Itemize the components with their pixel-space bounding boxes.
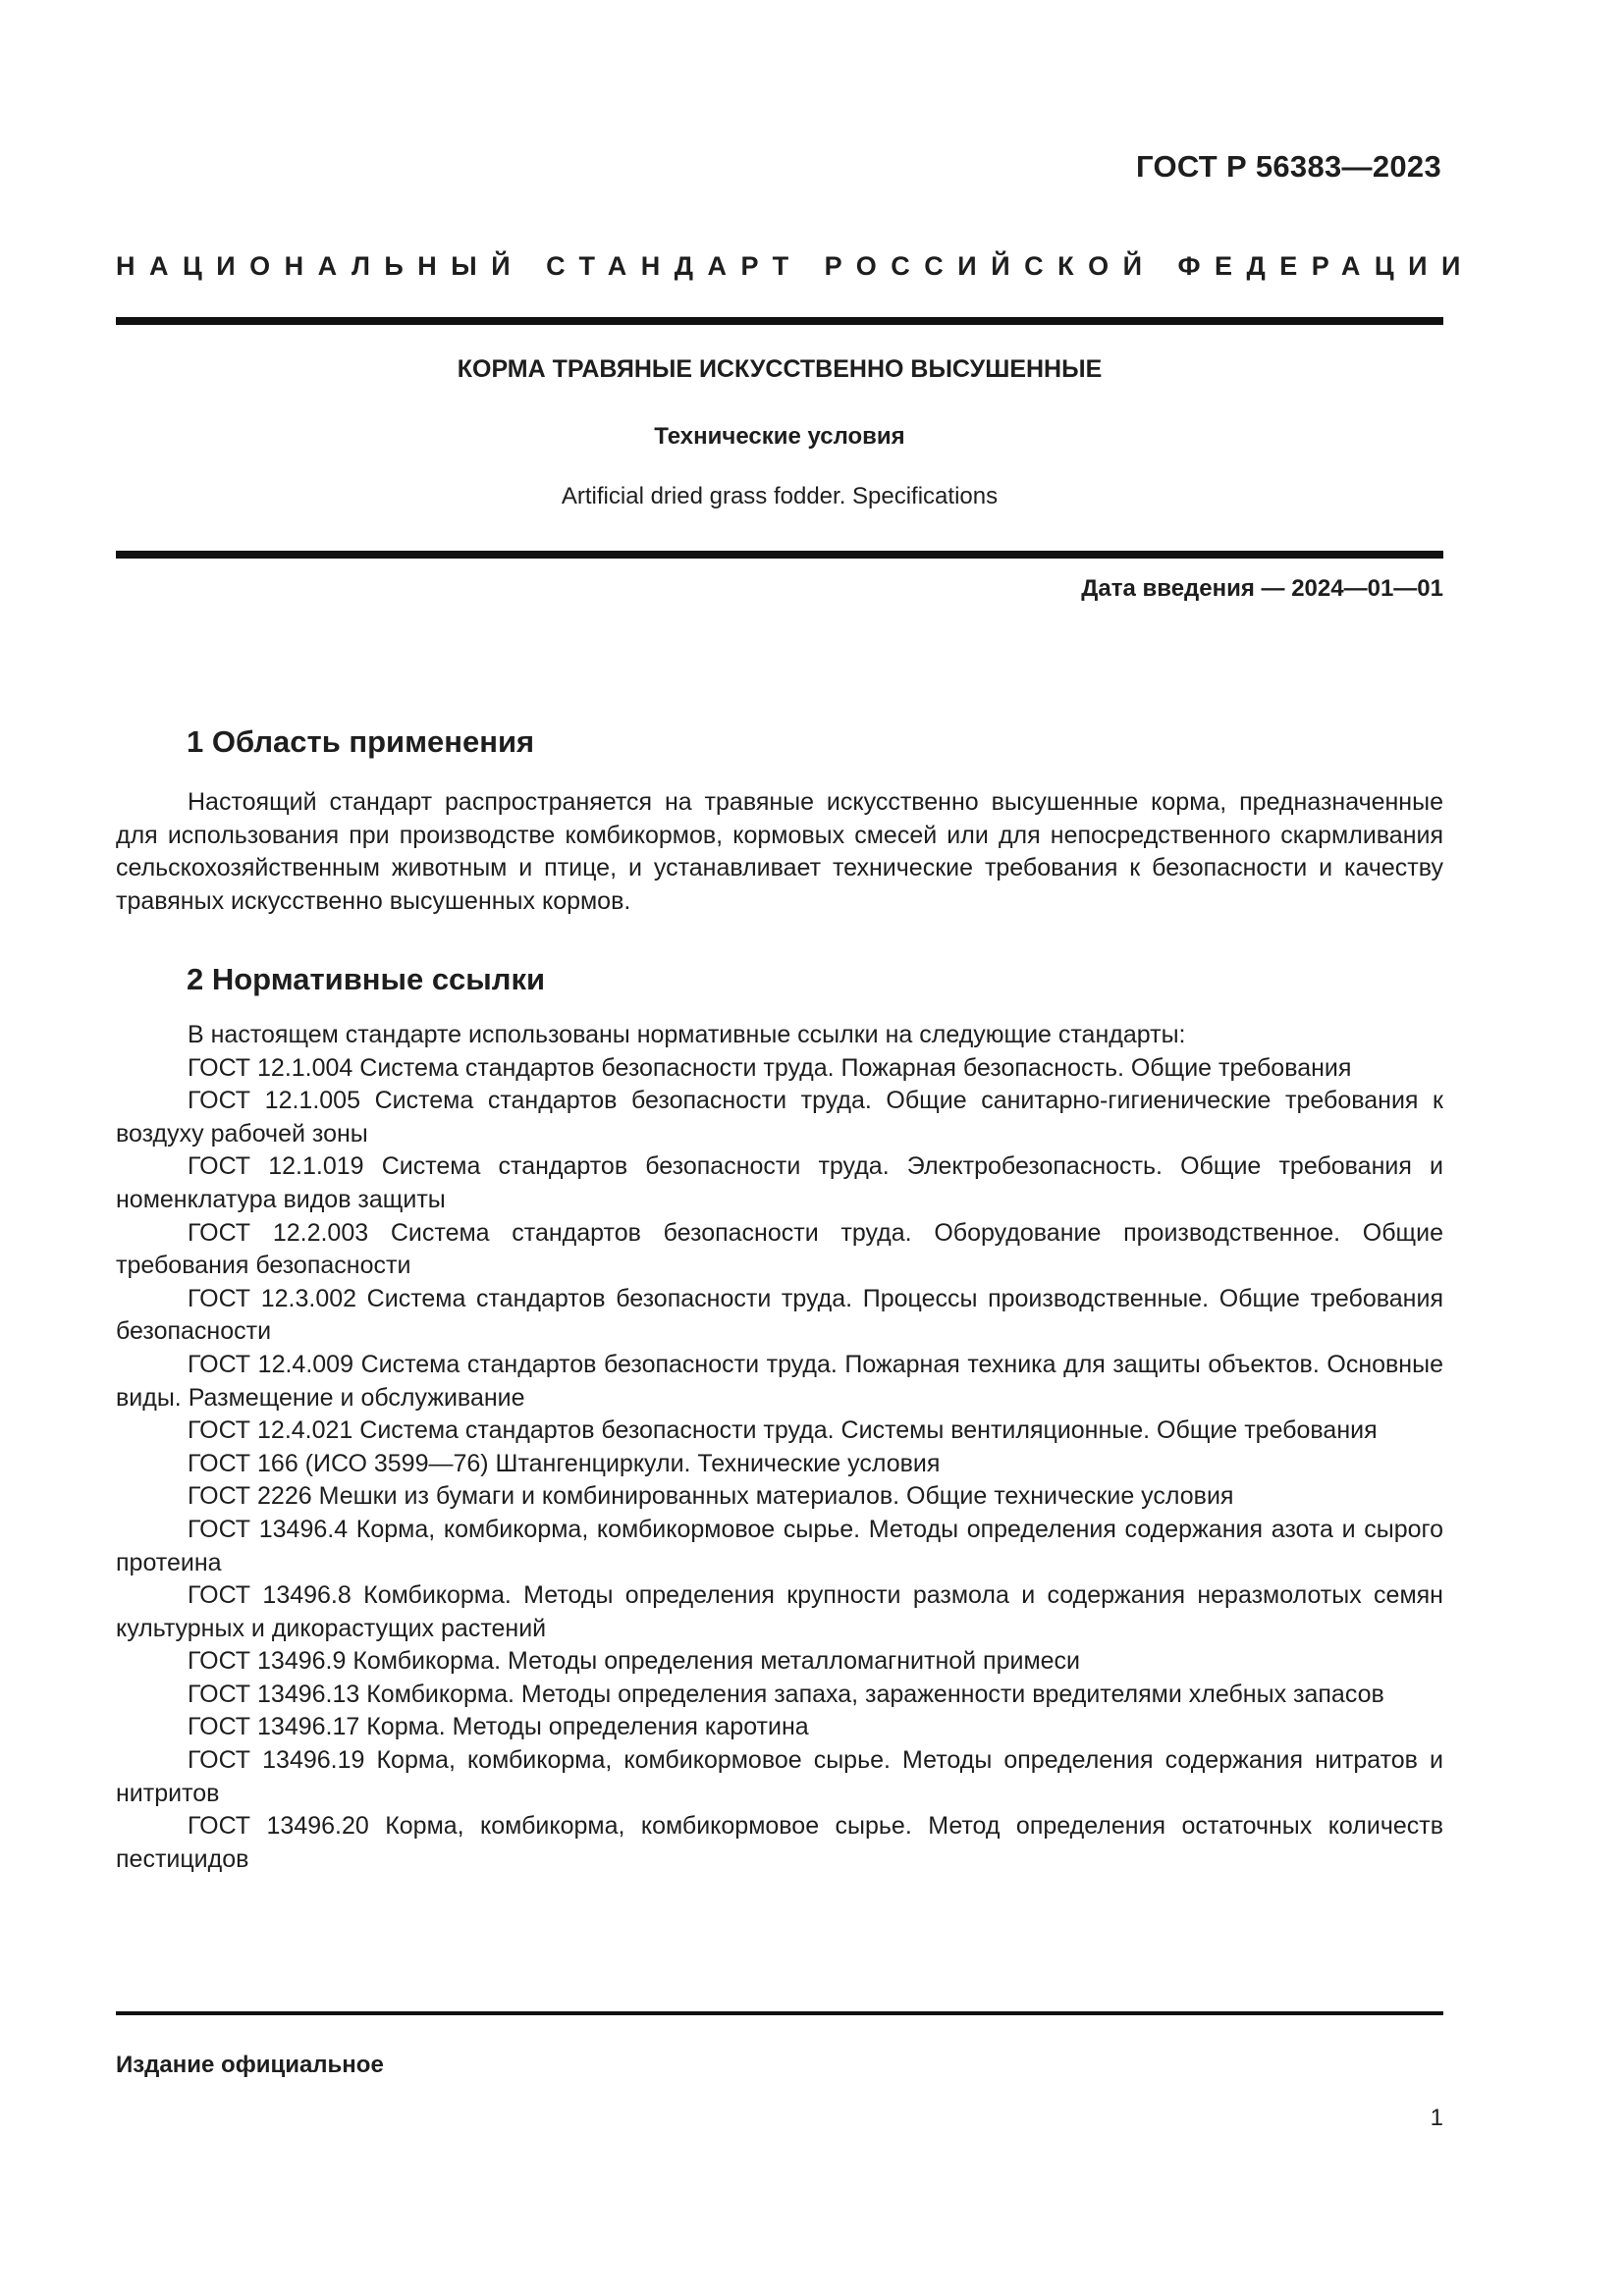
document-number: ГОСТ Р 56383—2023	[1136, 149, 1441, 184]
reference-item: ГОСТ 12.1.004 Система стандартов безопасности труда. Пожарная безопасность. Общие требования	[188, 1053, 1352, 1082]
reference-item: ГОСТ 13496.8 Комбикорма. Методы определения крупности размола и содержания неразмолотых семян культурных и дикорастущих растений	[116, 1581, 1443, 1642]
header-divider	[116, 317, 1443, 325]
reference-item: ГОСТ 13496.17 Корма. Методы определения каротина	[188, 1713, 809, 1741]
edition-label: Издание официальное	[116, 2052, 384, 2078]
reference-item: ГОСТ 12.4.021 Система стандартов безопасности труда. Системы вентиляционные. Общие требования	[188, 1416, 1378, 1445]
references-intro: В настоящем стандарте использованы нормативные ссылки на следующие стандарты:	[188, 1021, 1186, 1048]
reference-item: ГОСТ 12.1.005 Система стандартов безопасности труда. Общие санитарно-гигиенические требования к воздуху рабочей зоны	[116, 1087, 1443, 1148]
reference-item: ГОСТ 13496.13 Комбикорма. Методы определения запаха, зараженности вредителями хлебных запасов	[188, 1680, 1384, 1708]
document-title: КОРМА ТРАВЯНЫЕ ИСКУССТВЕННО ВЫСУШЕННЫЕ	[457, 355, 1103, 383]
reference-item: ГОСТ 12.4.009 Система стандартов безопасности труда. Пожарная техника для защиты объектов. Основные виды. Размещение и обслуживание	[116, 1350, 1443, 1412]
reference-item: ГОСТ 13496.4 Корма, комбикорма, комбикормовое сырье. Методы определения содержания азота и сырого протеина	[116, 1515, 1443, 1576]
scope-paragraph: Настоящий стандарт распространяется на травяные искусственно высушенные корма, предназначенные для использования при производстве комбикормов, кормовых смесей или для непосредственного скармливания сельскохозяйственным животным и птице, и устанавливает технические требования к безопасности и качеству травяных искусственно высушенных кормов.	[116, 788, 1443, 915]
standard-type-banner: НАЦИОНАЛЬНЫЙ СТАНДАРТ РОССИЙСКОЙ ФЕДЕРАЦИИ	[116, 251, 1475, 281]
introduction-date: Дата введения — 2024—01—01	[1081, 575, 1443, 602]
document-subtitle: Технические условия	[654, 423, 905, 450]
reference-item: ГОСТ 12.2.003 Система стандартов безопасности труда. Оборудование производственное. Общие требования безопасности	[116, 1218, 1443, 1280]
reference-item: ГОСТ 12.1.019 Система стандартов безопасности труда. Электробезопасность. Общие требования и номенклатура видов защиты	[116, 1152, 1443, 1213]
document-english-title: Artificial dried grass fodder. Specifications	[561, 483, 999, 509]
section-heading-scope: 1 Область применения	[187, 724, 535, 759]
reference-item: ГОСТ 13496.19 Корма, комбикорма, комбикормовое сырье. Методы определения содержания нитратов и нитритов	[116, 1746, 1443, 1807]
reference-item: ГОСТ 2226 Мешки из бумаги и комбинированных материалов. Общие технические условия	[188, 1482, 1234, 1511]
reference-item: ГОСТ 13496.20 Корма, комбикорма, комбикормовое сырье. Метод определения остаточных количеств пестицидов	[116, 1812, 1443, 1873]
page-number: 1	[1430, 2105, 1443, 2131]
footer-divider	[116, 2011, 1443, 2015]
section-heading-normative-references: 2 Нормативные ссылки	[187, 962, 546, 996]
reference-item: ГОСТ 166 (ИСО 3599—76) Штангенциркули. Технические условия	[188, 1449, 941, 1477]
reference-item: ГОСТ 12.3.002 Система стандартов безопасности труда. Процессы производственные. Общие требования безопасности	[116, 1284, 1443, 1346]
title-divider	[116, 551, 1443, 559]
reference-item: ГОСТ 13496.9 Комбикорма. Методы определения металломагнитной примеси	[188, 1647, 1081, 1676]
normative-references-list	[116, 1019, 1443, 1876]
